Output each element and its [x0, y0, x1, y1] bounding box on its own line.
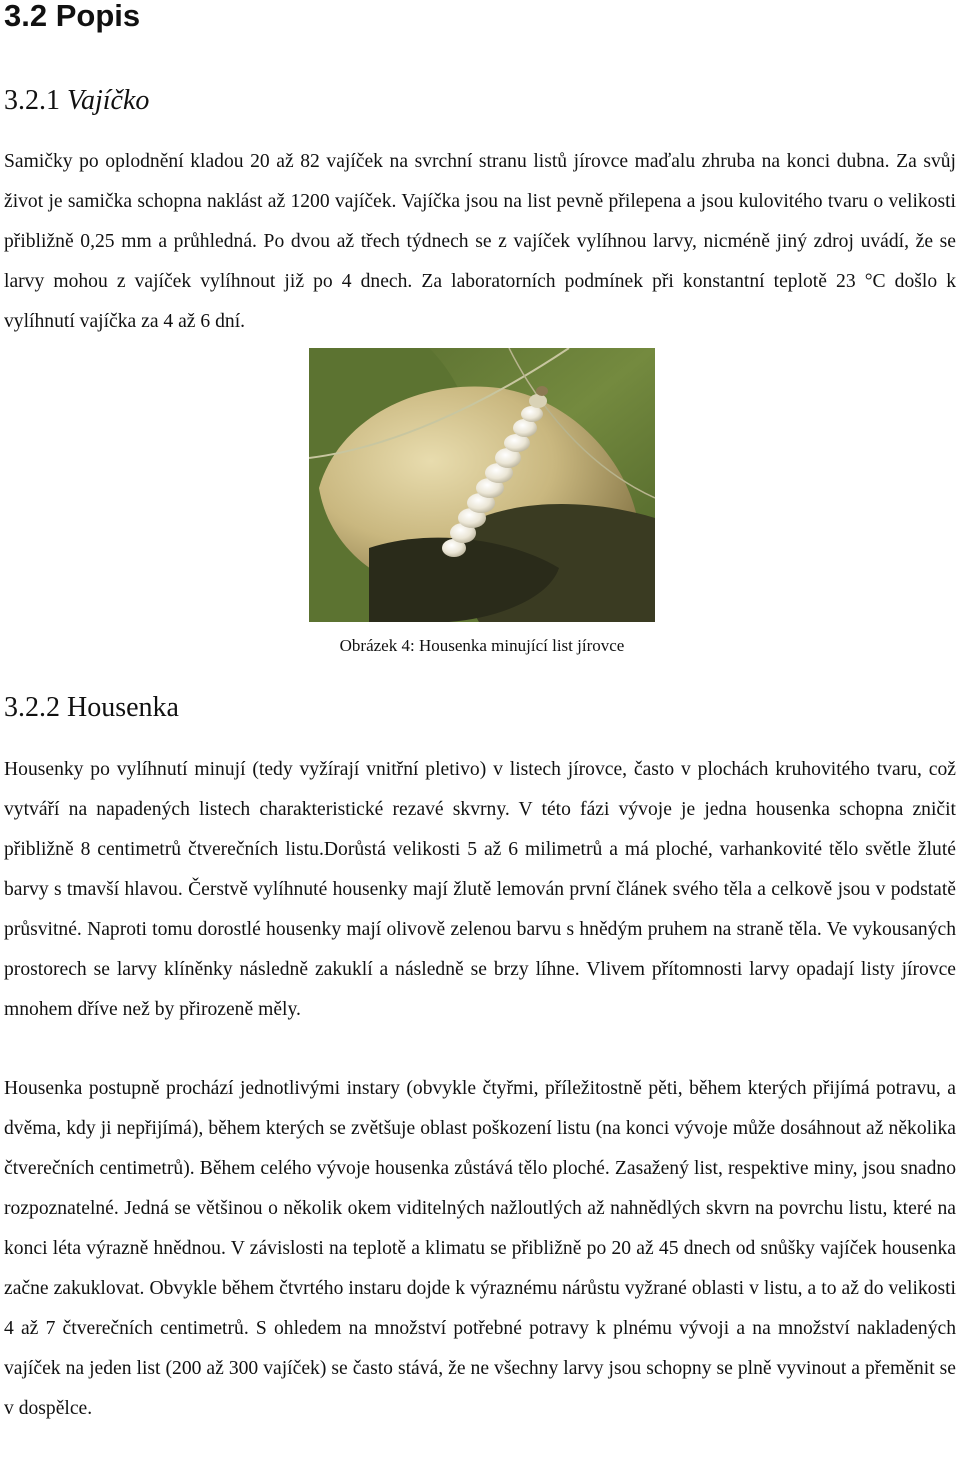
figure-caption: Obrázek 4: Housenka minující list jírovce [339, 636, 625, 655]
egg-paragraph: Samičky po oplodnění kladou 20 až 82 vajíček na svrchní stranu listů jírovce maďalu zhruba na konci dubna. Za svůj život je samička schopna naklást až 1200 vajíček. Vajíčka jsou na list pevně přilepena a jsou kulovitého tvaru o velikosti přibližně 0,25 mm a průhledná. Po dvou až třech týdnech se z vajíček vylíhnou larvy, nicméně jiný zdroj uvádí, že se larvy mohou z vajíček vylíhnout již po 4 dnech. Za laboratorních podmínek při konstantní teplotě 23 °C došlo k vylíhnutí vajíčka za 4 až 6 dní. [4, 151, 956, 332]
subsection-heading-egg [4, 81, 149, 121]
subsection-title: Vajíčko [67, 85, 150, 116]
subsection-number: 3.2.2 [4, 692, 60, 723]
subsection-title: Housenka [67, 692, 179, 723]
subsection-heading-caterpillar [4, 688, 179, 728]
section-heading: 3.2 Popis [4, 0, 141, 33]
caterpillar-paragraph-2: Housenka postupně prochází jednotlivými instary (obvykle čtyřmi, příležitostně pěti, během kterých přijímá potravu, a dvěma, kdy ji nepřijímá), během kterých se zvětšuje oblast poškození listu (na konci vývoje může dosáhnout až několika čtverečních centimetrů). Během celého vývoje housenka zůstává tělo ploché. Zasažený list, respektive miny, jsou snadno rozpoznatelné. Jedná se většinou o několik okem viditelných nažloutlých až nahnědlých skvrn na povrchu listu, které na konci léta výrazně hnědnou. V závislosti na teplotě a klimatu se přibližně po 20 až 45 dnech od snůšky vajíček housenka začne zakuklovat. Obvykle během čtvrtého instaru dojde k výraznému nárůstu vyžrané oblasti v listu, a to až do velikosti 4 až 7 čtverečních centimetrů. S ohledem na množství potřebné potravy k plnému vývoji a na množství nakladených vajíček na jeden list (200 až 300 vajíček) se často stává, že ne všechny larvy jsou schopny se plně vyvinout a přeměnit se v dospělce. [4, 1078, 956, 1419]
caterpillar-photo [309, 348, 655, 622]
subsection-number: 3.2.1 [4, 85, 60, 116]
caterpillar-paragraph-1: Housenky po vylíhnutí minují (tedy vyžírají vnitřní pletivo) v listech jírovce, často v plochách kruhovitého tvaru, což vytváří na napadených listech charakteristické rezavé skvrny. V této fázi vývoje je jedna housenka schopna zničit přibližně 8 centimetrů čtverečních listu.Dorůstá velikosti 5 až 6 milimetrů a má ploché, varhankovité tělo světle žluté barvy s tmavší hlavou. Čerstvě vylíhnuté housenky mají žlutě lemován první článek svého těla a celkově jsou v podstatě průsvitné. Naproti tomu dorostlé housenky mají olivově zelenou barvu s hnědým pruhem na straně těla. Ve vykousaných prostorech se larvy klíněnky následně zakuklí a následně se brzy líhne. Vlivem přítomnosti larvy opadají listy jírovce mnohem dříve než by přirozeně měly. [4, 759, 956, 1020]
